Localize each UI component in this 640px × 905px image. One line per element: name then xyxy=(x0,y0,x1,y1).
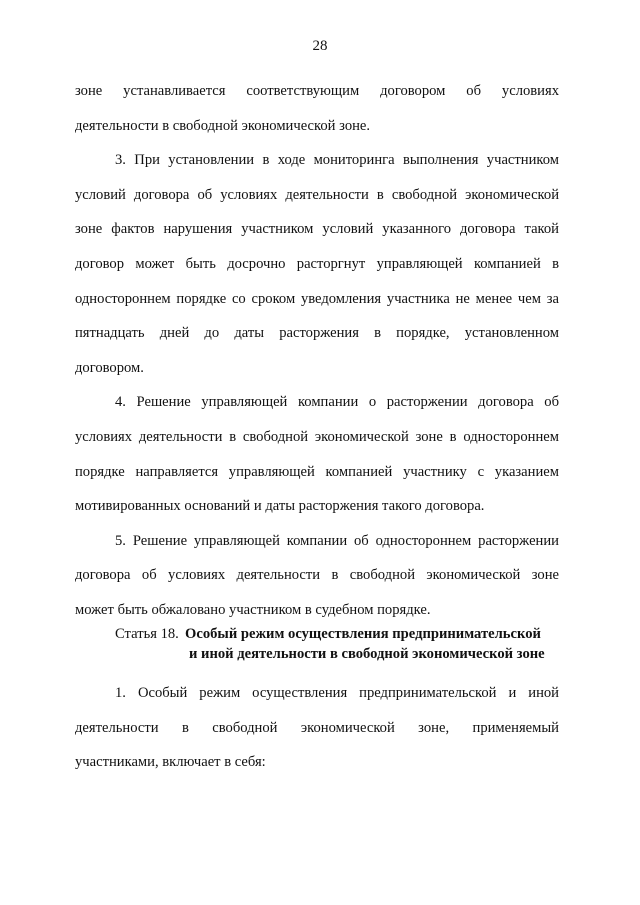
text-line: пятнадцать дней до даты расторжения в порядке, установленном xyxy=(75,325,559,342)
text-line: 1. Особый режим осуществления предпринимательской и иной xyxy=(115,685,559,701)
page-number: 28 xyxy=(312,38,328,54)
article-title xyxy=(185,624,565,664)
text-line: мотивированных оснований и даты расторжения такого договора. xyxy=(75,498,485,515)
article-paragraph-1 xyxy=(75,676,559,780)
text-line: порядке направляется управляющей компанией участнику с указанием xyxy=(75,463,559,480)
text-line: договором. xyxy=(75,359,144,376)
article-title-line: Особый режим осуществления предпринимательской xyxy=(185,626,541,642)
text-line: 4. Решение управляющей компании о расторжении договора об xyxy=(115,394,559,411)
text-line: может быть обжаловано участником в судебном порядке. xyxy=(75,601,431,618)
text-line: договора об условиях деятельности в свободной экономической зоне xyxy=(75,567,559,584)
text-line: договор может быть досрочно расторгнут управляющей компанией в xyxy=(75,255,559,272)
article-number: Статья 18. xyxy=(115,626,179,642)
text-line: участниками, включает в себя: xyxy=(75,754,266,771)
text-line: зоне фактов нарушения участником условий указанного договора такой xyxy=(75,221,559,238)
text-line: 3. При установлении в ходе мониторинга выполнения участником xyxy=(115,152,559,169)
text-line: деятельности в свободной экономической зоне. xyxy=(75,117,371,134)
paragraph-continuation xyxy=(75,74,559,143)
paragraph-5 xyxy=(75,524,559,628)
text-line: зоне устанавливается соответствующим договором об условиях xyxy=(75,83,559,99)
text-line: условий договора об условиях деятельности в свободной экономической xyxy=(75,186,559,203)
document-body xyxy=(75,74,559,628)
text-line: условиях деятельности в свободной экономической зоне в одностороннем xyxy=(75,428,559,445)
paragraph-3 xyxy=(75,143,559,385)
text-line: 5. Решение управляющей компании об одностороннем расторжении xyxy=(115,532,559,549)
text-line: одностороннем порядке со сроком уведомления участника не менее чем за xyxy=(75,290,559,307)
paragraph-4 xyxy=(75,385,559,523)
article-body xyxy=(75,676,559,780)
text-line: деятельности в свободной экономической зоне, применяемый xyxy=(75,719,559,736)
article-title-line: и иной деятельности в свободной экономической зоне xyxy=(189,646,545,662)
